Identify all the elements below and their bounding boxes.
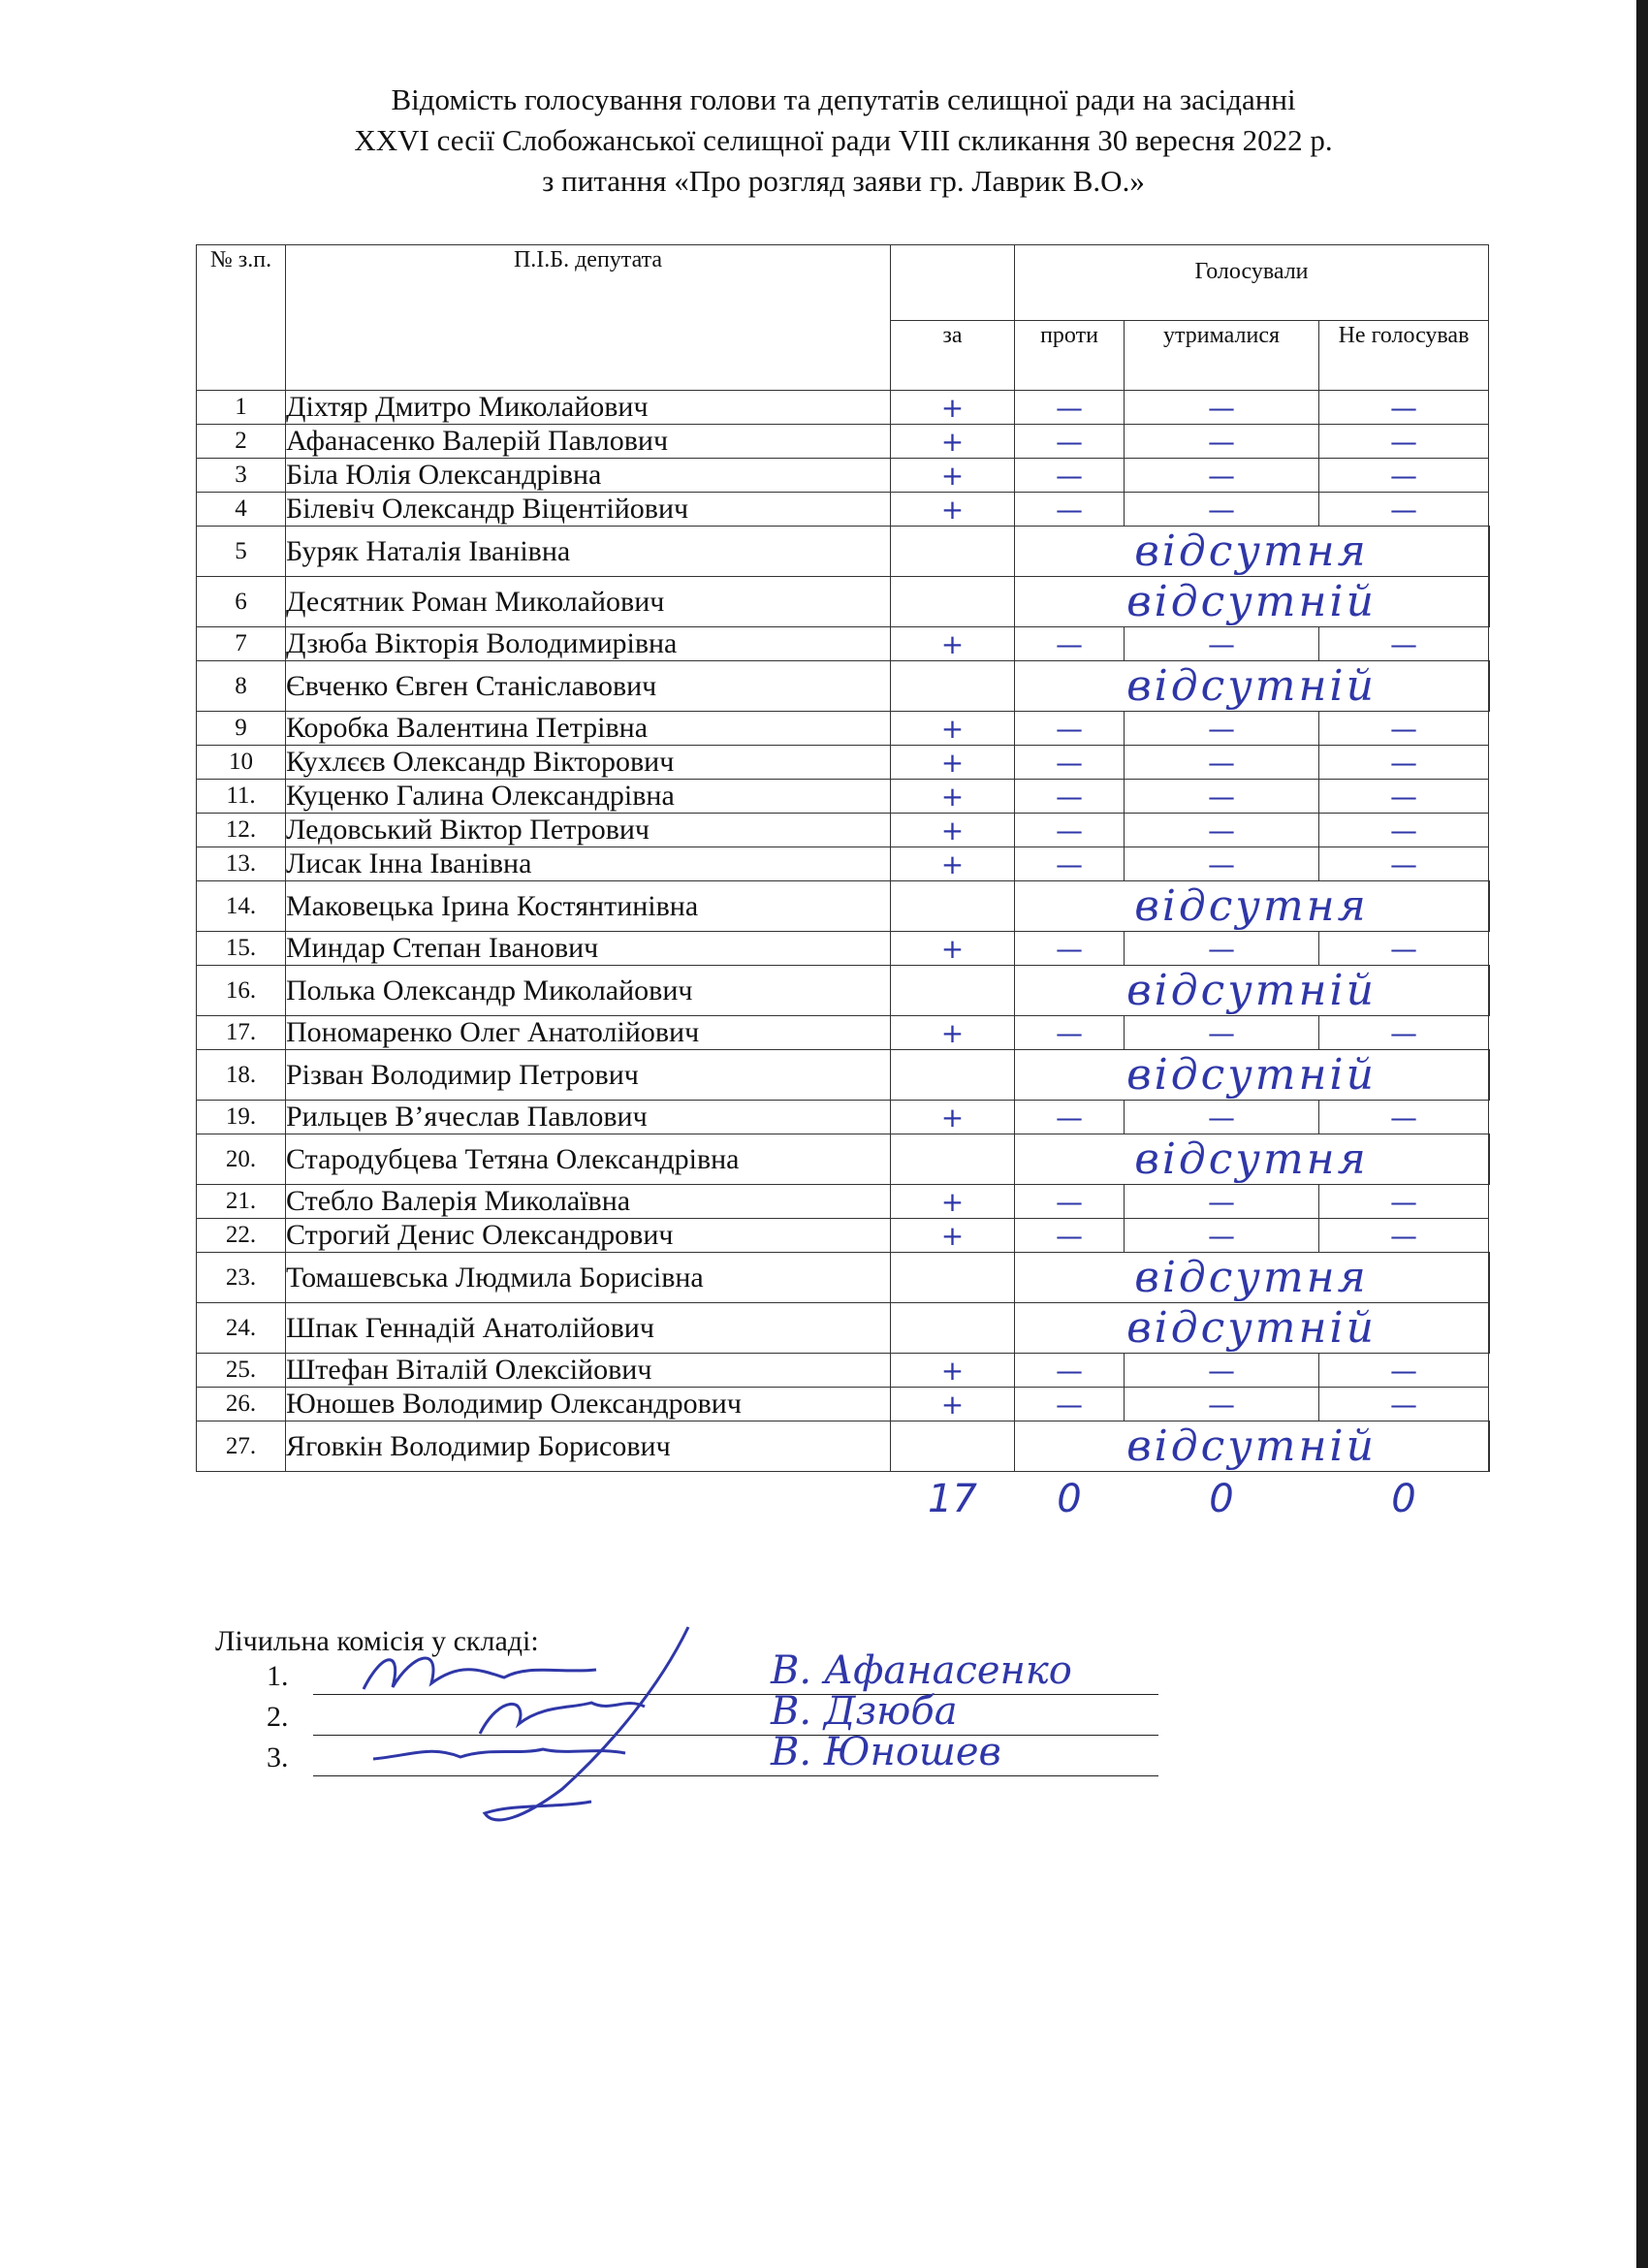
vote-novote: — [1319, 847, 1489, 881]
row-number: 23. [197, 1253, 286, 1303]
vote-for: + [891, 1354, 1015, 1388]
deputy-row [197, 1219, 1490, 1253]
vote-against: — [1015, 814, 1125, 847]
vote-novote: — [1319, 425, 1489, 459]
vote-for [891, 881, 1015, 932]
absent-note: відсутній [1015, 966, 1489, 1016]
vote-novote [1489, 966, 1490, 1016]
deputy-name: Маковецька Ірина Костянтинівна [286, 881, 891, 932]
row-number: 12. [197, 814, 286, 847]
vote-novote: — [1319, 780, 1489, 814]
deputy-name: Десятник Роман Миколайович [286, 577, 891, 627]
vote-against: — [1015, 712, 1125, 746]
vote-for: + [891, 1219, 1015, 1253]
vote-novote [1489, 881, 1490, 932]
row-number: 8 [197, 661, 286, 712]
vote-for: + [891, 493, 1015, 527]
deputy-name: Строгий Денис Олександрович [286, 1219, 891, 1253]
deputy-row [197, 966, 1490, 1016]
row-number: 26. [197, 1388, 286, 1421]
scan-edge [1636, 0, 1648, 2268]
deputy-name: Юношев Володимир Олександрович [286, 1388, 891, 1421]
vote-abstain: — [1125, 1219, 1319, 1253]
row-number: 25. [197, 1354, 286, 1388]
row-number: 11. [197, 780, 286, 814]
deputy-row [197, 425, 1490, 459]
deputy-name: Діхтяр Дмитро Миколайович [286, 391, 891, 425]
vote-abstain: — [1125, 780, 1319, 814]
vote-for: + [891, 459, 1015, 493]
vote-for [891, 1421, 1015, 1472]
vote-novote [1489, 1253, 1490, 1303]
vote-for: + [891, 780, 1015, 814]
vote-abstain: — [1125, 425, 1319, 459]
vote-against: — [1015, 1219, 1125, 1253]
header-line-1: Відомість голосування голови та депутатів селищної ради на засіданні [391, 82, 1296, 116]
row-number: 27. [197, 1421, 286, 1472]
row-number: 10 [197, 746, 286, 780]
vote-against: — [1015, 459, 1125, 493]
row-number: 4 [197, 493, 286, 527]
header-line-2: XXVI сесії Слобожанської селищної ради VIII скликання 30 вересня 2022 р. [354, 123, 1333, 157]
row-number: 21. [197, 1185, 286, 1219]
deputy-row [197, 527, 1490, 577]
commission-label: Лічильна комісія у складі: [215, 1625, 539, 1657]
col-abstain-header: утрималися [1125, 321, 1319, 391]
totals-row [197, 1472, 1490, 1527]
row-number: 14. [197, 881, 286, 932]
row-number: 9 [197, 712, 286, 746]
deputy-row [197, 627, 1490, 661]
deputy-row [197, 881, 1490, 932]
vote-novote: — [1319, 746, 1489, 780]
vote-novote: — [1319, 1354, 1489, 1388]
signature-stroke-image [349, 1619, 698, 1842]
total-abstain: 0 [1209, 1477, 1234, 1521]
deputy-row [197, 1303, 1490, 1354]
member-number: 2. [267, 1701, 289, 1733]
vote-abstain: — [1125, 391, 1319, 425]
vote-novote: — [1319, 1101, 1489, 1134]
vote-against: — [1015, 1388, 1125, 1421]
vote-against: — [1015, 1185, 1125, 1219]
deputy-name: Різван Володимир Петрович [286, 1050, 891, 1101]
deputy-row [197, 1185, 1490, 1219]
deputy-name: Шпак Геннадій Анатолійович [286, 1303, 891, 1354]
vote-against: — [1015, 847, 1125, 881]
row-number: 5 [197, 527, 286, 577]
vote-against: — [1015, 627, 1125, 661]
vote-novote: — [1319, 712, 1489, 746]
vote-for [891, 1050, 1015, 1101]
vote-against: — [1015, 425, 1125, 459]
vote-abstain: — [1125, 1354, 1319, 1388]
row-number: 7 [197, 627, 286, 661]
deputy-row [197, 661, 1490, 712]
deputy-row [197, 1253, 1490, 1303]
vote-novote: — [1319, 627, 1489, 661]
vote-for: + [891, 932, 1015, 966]
vote-novote [1489, 1421, 1490, 1472]
vote-novote: — [1319, 814, 1489, 847]
deputy-row [197, 493, 1490, 527]
deputy-name: Рильцев В’ячеслав Павлович [286, 1101, 891, 1134]
deputy-name: Дзюба Вікторія Володимирівна [286, 627, 891, 661]
deputy-row [197, 391, 1490, 425]
vote-abstain: — [1125, 814, 1319, 847]
absent-note: відсутня [1015, 1134, 1489, 1185]
deputy-name: Лисак Інна Іванівна [286, 847, 891, 881]
vote-abstain: — [1125, 493, 1319, 527]
absent-note: відсутній [1015, 1303, 1489, 1354]
vote-against: — [1015, 932, 1125, 966]
vote-novote: — [1319, 1219, 1489, 1253]
row-number: 1 [197, 391, 286, 425]
row-number: 2 [197, 425, 286, 459]
deputy-name: Буряк Наталія Іванівна [286, 527, 891, 577]
vote-novote [1489, 661, 1490, 712]
deputy-name: Стародубцева Тетяна Олександрівна [286, 1134, 891, 1185]
total-for: 17 [928, 1477, 977, 1521]
voting-table [196, 244, 1490, 1526]
vote-abstain: — [1125, 459, 1319, 493]
document-header [174, 80, 1512, 202]
vote-for: + [891, 391, 1015, 425]
row-number: 24. [197, 1303, 286, 1354]
deputy-name: Білевіч Олександр Віцентійович [286, 493, 891, 527]
vote-for: + [891, 1185, 1015, 1219]
vote-abstain: — [1125, 1388, 1319, 1421]
absent-note: відсутній [1015, 1421, 1489, 1472]
vote-for: + [891, 847, 1015, 881]
member-number: 1. [267, 1660, 289, 1692]
absent-note: відсутня [1015, 881, 1489, 932]
row-number: 22. [197, 1219, 286, 1253]
vote-for: + [891, 1101, 1015, 1134]
deputy-row [197, 746, 1490, 780]
deputy-name: Афанасенко Валерій Павлович [286, 425, 891, 459]
deputy-name: Куценко Галина Олександрівна [286, 780, 891, 814]
row-number: 6 [197, 577, 286, 627]
vote-for [891, 577, 1015, 627]
deputy-row [197, 459, 1490, 493]
vote-for [891, 661, 1015, 712]
vote-abstain: — [1125, 1185, 1319, 1219]
col-voted-group-header: Голосували [1015, 245, 1489, 321]
vote-against: — [1015, 493, 1125, 527]
deputy-row [197, 1101, 1490, 1134]
member-name: В. Дзюба [771, 1689, 958, 1734]
vote-against: — [1015, 1101, 1125, 1134]
vote-novote: — [1319, 1185, 1489, 1219]
deputy-row [197, 1354, 1490, 1388]
vote-for [891, 966, 1015, 1016]
deputy-row [197, 1134, 1490, 1185]
absent-note: відсутній [1015, 577, 1489, 627]
deputy-name: Ледовський Віктор Петрович [286, 814, 891, 847]
deputy-row [197, 847, 1490, 881]
vote-abstain: — [1125, 847, 1319, 881]
deputy-name: Миндар Степан Іванович [286, 932, 891, 966]
vote-novote: — [1319, 1016, 1489, 1050]
vote-for [891, 1303, 1015, 1354]
deputy-name: Яговкін Володимир Борисович [286, 1421, 891, 1472]
vote-novote [1489, 527, 1490, 577]
col-against-header: проти [1015, 321, 1125, 391]
deputy-row [197, 712, 1490, 746]
vote-for: + [891, 1388, 1015, 1421]
row-number: 13. [197, 847, 286, 881]
vote-for: + [891, 712, 1015, 746]
deputy-name: Євченко Євген Станіславович [286, 661, 891, 712]
vote-abstain: — [1125, 712, 1319, 746]
vote-for [891, 527, 1015, 577]
deputy-name: Біла Юлія Олександрівна [286, 459, 891, 493]
row-number: 20. [197, 1134, 286, 1185]
total-novote: 0 [1391, 1477, 1416, 1521]
vote-novote: — [1319, 493, 1489, 527]
vote-abstain: — [1125, 1101, 1319, 1134]
row-number: 19. [197, 1101, 286, 1134]
col-blank-header [891, 245, 1015, 321]
member-name: В. Афанасенко [771, 1648, 1072, 1693]
vote-novote [1489, 1134, 1490, 1185]
vote-abstain: — [1125, 932, 1319, 966]
deputy-row [197, 780, 1490, 814]
deputy-row [197, 814, 1490, 847]
col-for-header: за [891, 321, 1015, 391]
absent-note: відсутній [1015, 661, 1489, 712]
member-number: 3. [267, 1741, 289, 1773]
absent-note: відсутня [1015, 1253, 1489, 1303]
vote-novote [1489, 1050, 1490, 1101]
vote-novote: — [1319, 459, 1489, 493]
vote-against: — [1015, 1354, 1125, 1388]
row-number: 3 [197, 459, 286, 493]
deputy-name: Кухлєєв Олександр Вікторович [286, 746, 891, 780]
vote-for: + [891, 425, 1015, 459]
row-number: 15. [197, 932, 286, 966]
vote-for [891, 1253, 1015, 1303]
voting-table-body [197, 391, 1490, 1472]
deputy-row [197, 1050, 1490, 1101]
col-number-header: № з.п. [197, 245, 286, 391]
vote-for: + [891, 814, 1015, 847]
vote-abstain: — [1125, 746, 1319, 780]
total-against: 0 [1057, 1477, 1082, 1521]
vote-for: + [891, 1016, 1015, 1050]
deputy-row [197, 577, 1490, 627]
row-number: 16. [197, 966, 286, 1016]
absent-note: відсутній [1015, 1050, 1489, 1101]
row-number: 18. [197, 1050, 286, 1101]
absent-note: відсутня [1015, 527, 1489, 577]
vote-against: — [1015, 1016, 1125, 1050]
deputy-name: Штефан Віталій Олексійович [286, 1354, 891, 1388]
deputy-name: Полька Олександр Миколайович [286, 966, 891, 1016]
deputy-row [197, 1388, 1490, 1421]
row-number: 17. [197, 1016, 286, 1050]
deputy-row [197, 1421, 1490, 1472]
vote-novote: — [1319, 932, 1489, 966]
deputy-name: Коробка Валентина Петрівна [286, 712, 891, 746]
vote-novote [1489, 1303, 1490, 1354]
vote-against: — [1015, 746, 1125, 780]
header-line-3: з питання «Про розгляд заяви гр. Лаврик В.О.» [542, 164, 1145, 198]
vote-for: + [891, 746, 1015, 780]
col-name-header: П.І.Б. депутата [286, 245, 891, 391]
vote-for [891, 1134, 1015, 1185]
vote-abstain: — [1125, 627, 1319, 661]
member-name: В. Юношев [771, 1730, 1001, 1774]
vote-novote: — [1319, 391, 1489, 425]
vote-for: + [891, 627, 1015, 661]
vote-against: — [1015, 391, 1125, 425]
deputy-name: Томашевська Людмила Борисівна [286, 1253, 891, 1303]
col-novote-header: Не голосував [1319, 321, 1489, 391]
deputy-name: Пономаренко Олег Анатолійович [286, 1016, 891, 1050]
deputy-row [197, 1016, 1490, 1050]
vote-novote: — [1319, 1388, 1489, 1421]
vote-against: — [1015, 780, 1125, 814]
deputy-name: Стебло Валерія Миколаївна [286, 1185, 891, 1219]
vote-novote [1489, 577, 1490, 627]
deputy-row [197, 932, 1490, 966]
vote-abstain: — [1125, 1016, 1319, 1050]
